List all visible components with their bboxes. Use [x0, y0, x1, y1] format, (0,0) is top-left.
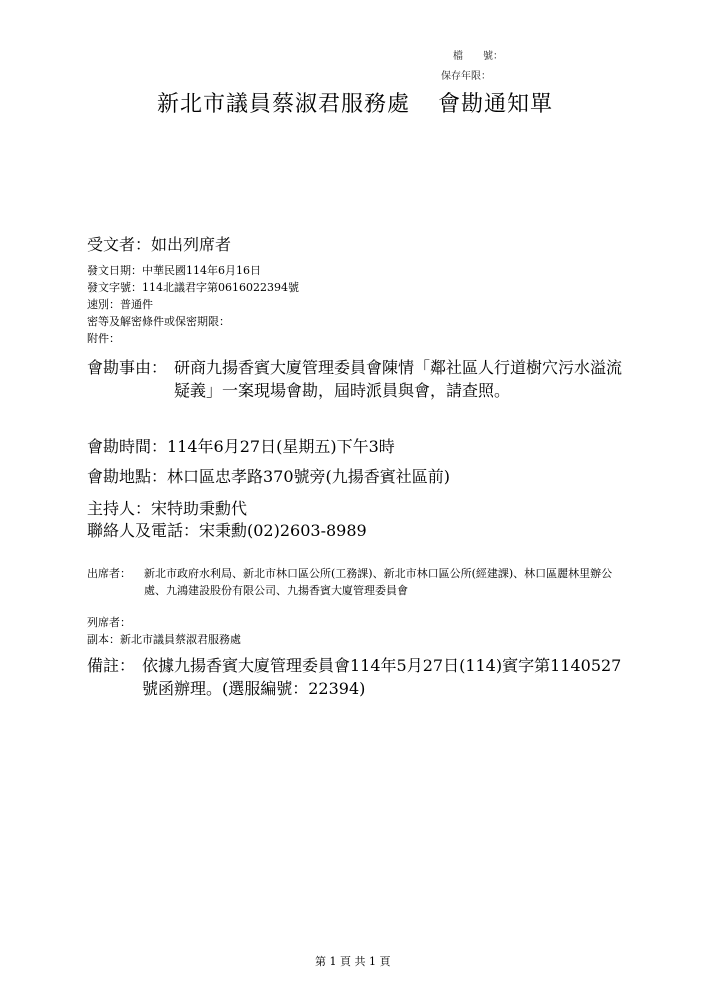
copy-recipients: 副本：新北市議員蔡淑君服務處 [87, 633, 241, 646]
retention-period-label: 保存年限： [441, 71, 491, 82]
remark-section [87, 654, 632, 700]
file-number-label: 檔 號： [453, 51, 503, 62]
remark-text: 依據九揚香賓大廈管理委員會114年5月27日(114)賓字第1140527號函辦理。(選服編號：22394) [142, 656, 622, 698]
recipient-line [87, 232, 231, 255]
delivery-speed: 速別：普通件 [87, 298, 153, 311]
title-doc-type: 會勘通知單 [438, 92, 554, 117]
document-title [157, 87, 553, 118]
inspection-place: 會勘地點：林口區忠孝路370號旁(九揚香賓社區前) [87, 467, 451, 486]
contact: 聯絡人及電話：宋秉勳(02)2603-8989 [87, 521, 367, 540]
attendees-section [87, 565, 622, 599]
subject-label: 會勘事由： [87, 358, 168, 377]
issue-number: 發文字號：114北議君字第0616022394號 [87, 281, 299, 294]
security-level: 密等及解密條件或保密期限： [87, 315, 230, 328]
attachment: 附件： [87, 332, 120, 345]
page-number: 第 1 頁 共 1 頁 [315, 955, 391, 968]
subject-section [87, 356, 627, 402]
observers: 列席者： [87, 616, 131, 629]
recipient-label: 受文者： [87, 235, 152, 254]
issue-date: 發文日期：中華民國114年6月16日 [87, 264, 261, 277]
host: 主持人：宋特助秉勳代 [87, 499, 248, 518]
remark-label: 備註： [87, 656, 136, 675]
subject-text: 研商九揚香賓大廈管理委員會陳情「鄰社區人行道樹穴污水溢流疑義」一案現場會勘，屆時派員與會，請查照。 [174, 358, 623, 400]
title-office: 新北市議員蔡淑君服務處 [157, 92, 411, 117]
inspection-time: 會勘時間：114年6月27日(星期五)下午3時 [87, 437, 395, 456]
recipient-value: 如出列席者 [151, 235, 232, 254]
attendees-label: 出席者： [87, 567, 131, 580]
issuance-block [87, 262, 299, 347]
attendees-text: 新北市政府水利局、新北市林口區公所(工務課)、新北市林口區公所(經建課)、林口區麗林里辦公處、九鴻建設股份有限公司、九揚香賓大廈管理委員會 [144, 567, 613, 597]
